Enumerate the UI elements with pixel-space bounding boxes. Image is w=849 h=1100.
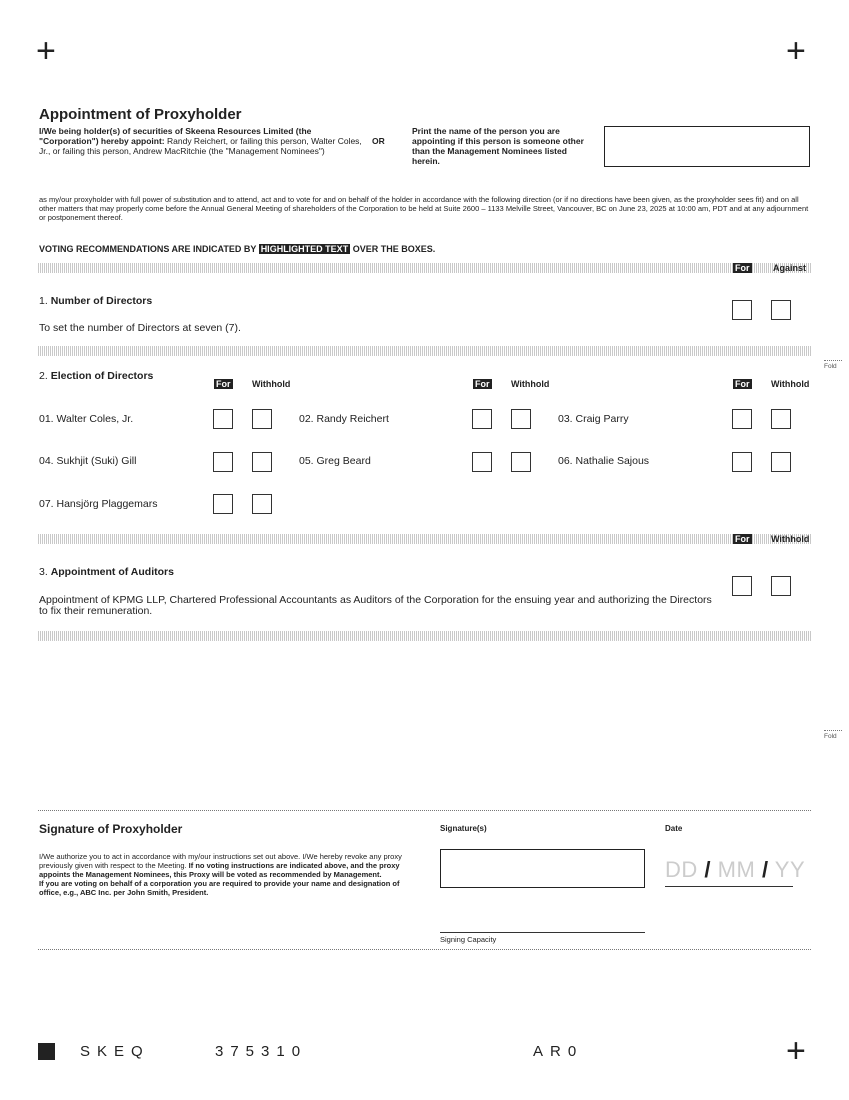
res1-for-header: For <box>735 263 750 273</box>
date-separator: / <box>761 857 769 882</box>
date-label: Date <box>665 824 683 833</box>
signature-title: Signature of Proxyholder <box>39 822 183 836</box>
print-name-instructions: Print the name of the person you are appointing if this person is someone other than the Management Nominees listed herein. <box>412 126 584 166</box>
nominee-01-for-checkbox[interactable] <box>213 409 233 429</box>
res3-for-checkbox[interactable] <box>732 576 752 596</box>
registration-square <box>38 1043 55 1060</box>
fold-mark: Fold <box>824 363 837 370</box>
nominee-05-withhold-checkbox[interactable] <box>511 452 531 472</box>
appoint-lead: I/We being holder(s) of securities of Skeena Resources Limited (the "Corporation") hereby appoint: <box>39 126 312 146</box>
footer-code-ar0: AR0 <box>533 1043 584 1060</box>
nominee-06-for-checkbox[interactable] <box>732 452 752 472</box>
res3-for-header: For <box>735 534 750 544</box>
res1-heading <box>39 295 152 307</box>
date-dd: DD <box>665 857 698 882</box>
res1-number: 1. <box>39 295 51 307</box>
res3-withhold-checkbox[interactable] <box>771 576 791 596</box>
res1-title: Number of Directors <box>50 295 153 307</box>
footer-code-number: 375310 <box>215 1043 308 1060</box>
signature-bottom-divider <box>38 949 811 950</box>
nominee-label: 06. Nathalie Sajous <box>558 455 650 467</box>
nominee-04-withhold-checkbox[interactable] <box>252 452 272 472</box>
signing-capacity-line[interactable] <box>440 932 645 933</box>
signatures-label: Signature(s) <box>440 824 487 833</box>
section-divider <box>38 534 811 544</box>
footer-code-skeq: SKEQ <box>80 1043 150 1060</box>
voting-rec-before: VOTING RECOMMENDATIONS ARE INDICATED BY <box>39 244 259 254</box>
signing-capacity-label: Signing Capacity <box>440 935 497 944</box>
registration-mark-top-right: + <box>786 32 806 70</box>
res3-withhold-header: Withhold <box>771 534 810 544</box>
signature-text-bold: If no voting instructions are indicated above, and the proxy appoints the Management Nominees, this Proxy will be voted as recommended by Management. <box>39 861 400 879</box>
signature-top-divider <box>38 810 811 811</box>
registration-mark-bottom-right: + <box>786 1032 806 1070</box>
page-title: Appointment of Proxyholder <box>39 106 242 123</box>
res1-against-header: Against <box>773 263 807 273</box>
res2-col3-withhold-header: Withhold <box>771 379 810 389</box>
res3-number: 3. <box>39 566 51 578</box>
date-yy: YY <box>774 857 806 882</box>
or-label: OR <box>372 136 385 146</box>
nominee-03-withhold-checkbox[interactable] <box>771 409 791 429</box>
voting-rec-highlight: HIGHLIGHTED TEXT <box>260 244 349 254</box>
signature-field[interactable] <box>440 849 645 888</box>
section-divider <box>38 346 811 356</box>
res3-title: Appointment of Auditors <box>50 566 174 578</box>
section-divider <box>38 631 811 641</box>
proxyholder-name-field[interactable] <box>604 126 810 167</box>
res1-for-checkbox[interactable] <box>732 300 752 320</box>
nominee-02-for-checkbox[interactable] <box>472 409 492 429</box>
proxy-paragraph: as my/our proxyholder with full power of substitution and to attend, act and to vote for and on behalf of the holder in accordance with the following direction (or if no directions have been given, as the proxyholder sees fit) and on all other matters that may properly come before the Annual General Meeting of shareholders of the Corporation to be held at Suite 2600 – 1133 Melville Street, Vancouver, BC on June 23, 2025 at 10:00 am, PDT and at any adjournment or postponement thereof. <box>39 195 809 222</box>
res2-col1-withhold-header: Withhold <box>252 379 291 389</box>
nominee-04-for-checkbox[interactable] <box>213 452 233 472</box>
nominee-07-withhold-checkbox[interactable] <box>252 494 272 514</box>
res2-col1-for-header: For <box>216 379 231 389</box>
voting-rec-after: OVER THE BOXES. <box>350 244 436 254</box>
nominee-label: 04. Sukhjit (Suki) Gill <box>39 455 137 467</box>
fold-mark: Fold <box>824 733 837 740</box>
appoint-rest: Randy Reichert, or failing this person, Walter Coles, Jr., or failing this person, Andrew MacRitchie (the "Management Nominees") <box>39 136 362 156</box>
res3-heading <box>39 566 174 578</box>
voting-recommendations <box>39 244 435 254</box>
section-divider <box>38 263 811 273</box>
res1-against-checkbox[interactable] <box>771 300 791 320</box>
nominee-02-withhold-checkbox[interactable] <box>511 409 531 429</box>
nominee-06-withhold-checkbox[interactable] <box>771 452 791 472</box>
nominee-label: 02. Randy Reichert <box>299 413 389 425</box>
res3-description: Appointment of KPMG LLP, Chartered Professional Accountants as Auditors of the Corporation for the ensuing year and authorizing the Directors to fix their remuneration. <box>39 594 712 617</box>
signature-instructions <box>39 852 416 897</box>
res2-heading <box>39 370 153 382</box>
nominee-label: 03. Craig Parry <box>558 413 629 425</box>
res2-col2-for-header: For <box>475 379 490 389</box>
nominee-03-for-checkbox[interactable] <box>732 409 752 429</box>
nominee-05-for-checkbox[interactable] <box>472 452 492 472</box>
date-underline <box>665 886 793 887</box>
signature-text-normal: I/We authorize you to act in accordance with my/our instructions set out above. I/We hereby revoke any proxy previously given with respect to the Meeting. <box>39 852 402 870</box>
res2-number: 2. <box>39 370 51 382</box>
date-mm: MM <box>717 857 756 882</box>
nominee-07-for-checkbox[interactable] <box>213 494 233 514</box>
res1-description: To set the number of Directors at seven (7). <box>39 322 241 334</box>
nominee-label: 05. Greg Beard <box>299 455 371 467</box>
appoint-text <box>39 126 364 156</box>
registration-mark-top-left: + <box>36 32 56 70</box>
nominee-label: 07. Hansjörg Plaggemars <box>39 498 158 510</box>
date-field[interactable] <box>665 857 805 883</box>
res2-col3-for-header: For <box>735 379 750 389</box>
date-separator: / <box>704 857 712 882</box>
res2-col2-withhold-header: Withhold <box>511 379 550 389</box>
nominee-01-withhold-checkbox[interactable] <box>252 409 272 429</box>
signature-text-bold2: If you are voting on behalf of a corporation you are required to provide your name and designation of office, e.g., ABC Inc. per John Smith, President. <box>39 879 400 897</box>
nominee-label: 01. Walter Coles, Jr. <box>39 413 134 425</box>
res2-title: Election of Directors <box>50 370 154 382</box>
